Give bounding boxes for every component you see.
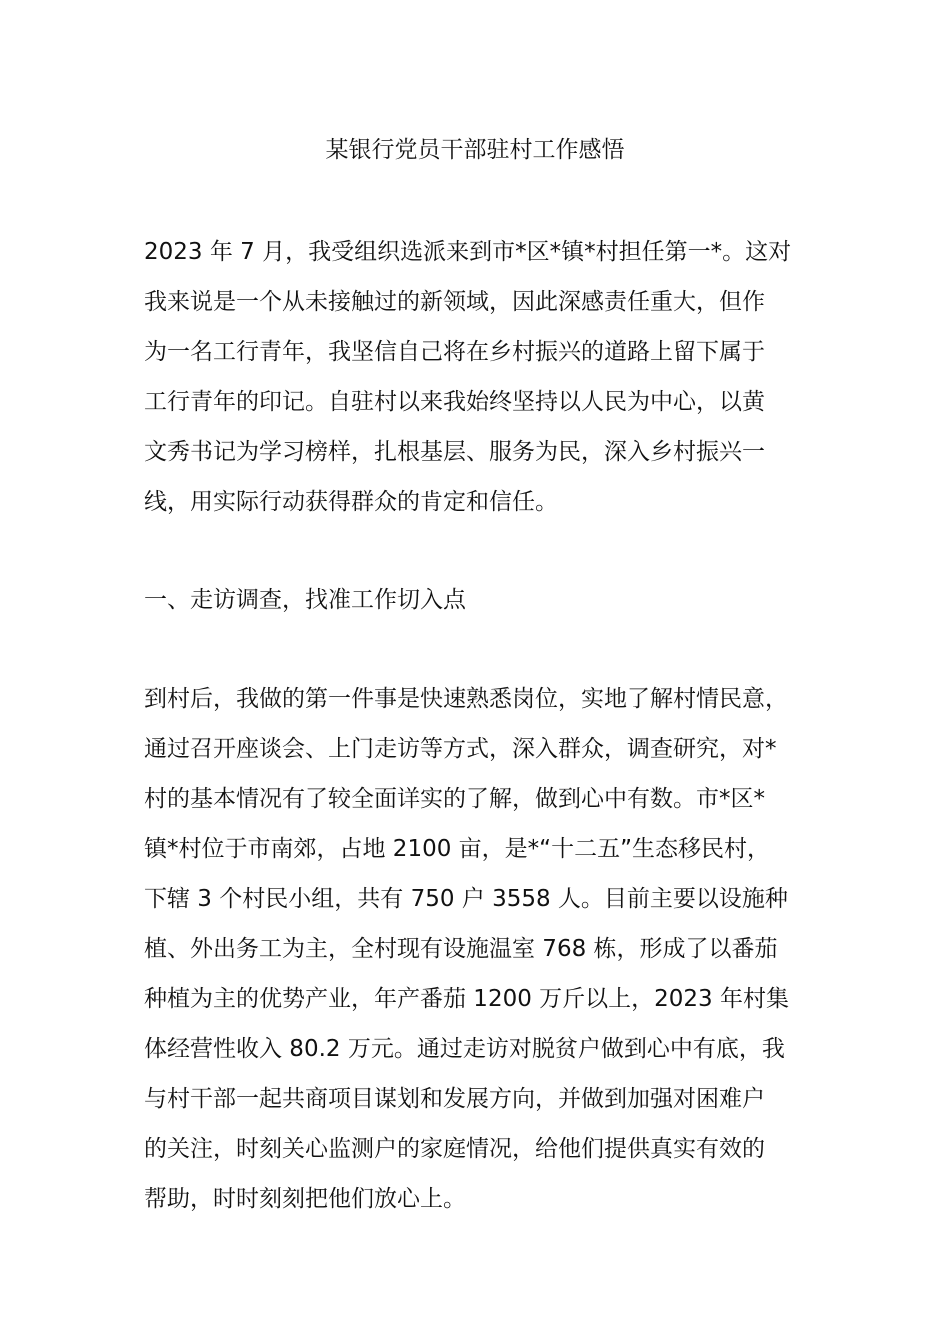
paragraph-intro xyxy=(144,227,824,527)
paragraph-line: 与村干部一起共商项目谋划和发展方向，并做到加强对困难户 xyxy=(144,1086,765,1112)
paragraph-line: 镇*村位于市南郊，占地 2100 亩，是*“十二五”生态移民村， xyxy=(144,836,770,862)
paragraph-line: 体经营性收入 80.2 万元。通过走访对脱贫户做到心中有底，我 xyxy=(144,1036,785,1062)
paragraph-line: 下辖 3 个村民小组，共有 750 户 3558 人。目前主要以设施种 xyxy=(144,886,788,912)
paragraph-line: 工行青年的印记。自驻村以来我始终坚持以人民为中心，以黄 xyxy=(144,389,765,415)
paragraph-line: 我来说是一个从未接触过的新领域，因此深感责任重大，但作 xyxy=(144,289,765,315)
document-title: 某银行党员干部驻村工作感悟 xyxy=(325,137,625,163)
paragraph-line: 通过召开座谈会、上门走访等方式，深入群众，调查研究，对* xyxy=(144,736,777,762)
paragraph-section-one xyxy=(144,674,824,1224)
paragraph-line: 到村后，我做的第一件事是快速熟悉岗位，实地了解村情民意， xyxy=(144,686,788,712)
paragraph-line: 村的基本情况有了较全面详实的了解，做到心中有数。市*区* xyxy=(144,786,765,812)
paragraph-line: 种植为主的优势产业，年产番茄 1200 万斤以上，2023 年村集 xyxy=(144,986,789,1012)
paragraph-line: 2023 年 7 月，我受组织选派来到市*区*镇*村担任第一*。这对 xyxy=(144,239,792,265)
paragraph-line: 为一名工行青年，我坚信自己将在乡村振兴的道路上留下属于 xyxy=(144,339,765,365)
paragraph-line: 线，用实际行动获得群众的肯定和信任。 xyxy=(144,489,558,515)
paragraph-line: 帮助，时时刻刻把他们放心上。 xyxy=(144,1186,466,1212)
paragraph-line: 的关注，时刻关心监测户的家庭情况，给他们提供真实有效的 xyxy=(144,1136,765,1162)
paragraph-line: 植、外出务工为主，全村现有设施温室 768 栋，形成了以番茄 xyxy=(144,936,778,962)
paragraph-line: 文秀书记为学习榜样，扎根基层、服务为民，深入乡村振兴一 xyxy=(144,439,765,465)
section-heading: 一、走访调查，找准工作切入点 xyxy=(144,587,466,613)
